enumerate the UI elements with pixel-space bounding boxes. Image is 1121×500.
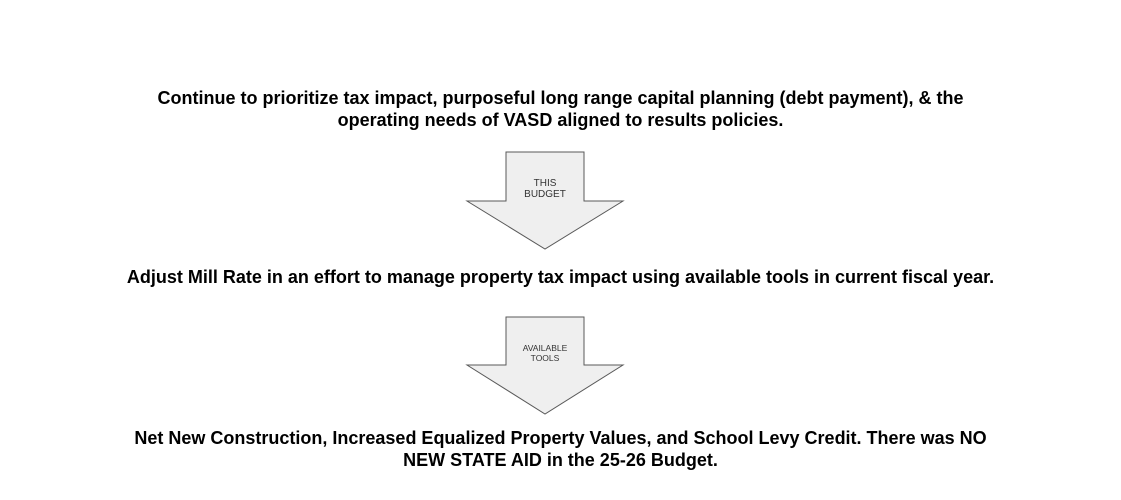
- arrow-label-line2: TOOLS: [530, 353, 560, 363]
- arrow-label-line2: BUDGET: [524, 189, 566, 200]
- statement-priorities-line2: operating needs of VASD aligned to results policies.: [337, 110, 784, 130]
- arrow-label-line1: THIS: [533, 178, 557, 189]
- down-arrow-icon: [465, 316, 625, 416]
- arrow-label-line1: AVAILABLE: [522, 343, 568, 353]
- arrow-label-available-tools: [505, 343, 585, 363]
- down-arrow-icon: [465, 151, 625, 251]
- statement-priorities: [0, 87, 1121, 131]
- statement-tools-line1: Net New Construction, Increased Equalized Property Values, and School Levy Credit. There was NO: [134, 428, 987, 448]
- statement-available-tools: [0, 427, 1121, 471]
- down-arrow-this-budget: [465, 151, 625, 251]
- down-arrow-available-tools: [465, 316, 625, 416]
- statement-priorities-line1: Continue to prioritize tax impact, purposeful long range capital planning (debt payment), & the: [157, 88, 964, 108]
- statement-mill-rate: Adjust Mill Rate in an effort to manage property tax impact using available tools in current fiscal year.: [126, 267, 995, 287]
- statement-tools-line2: NEW STATE AID in the 25-26 Budget.: [403, 450, 718, 470]
- arrow-label-this-budget: [505, 178, 585, 200]
